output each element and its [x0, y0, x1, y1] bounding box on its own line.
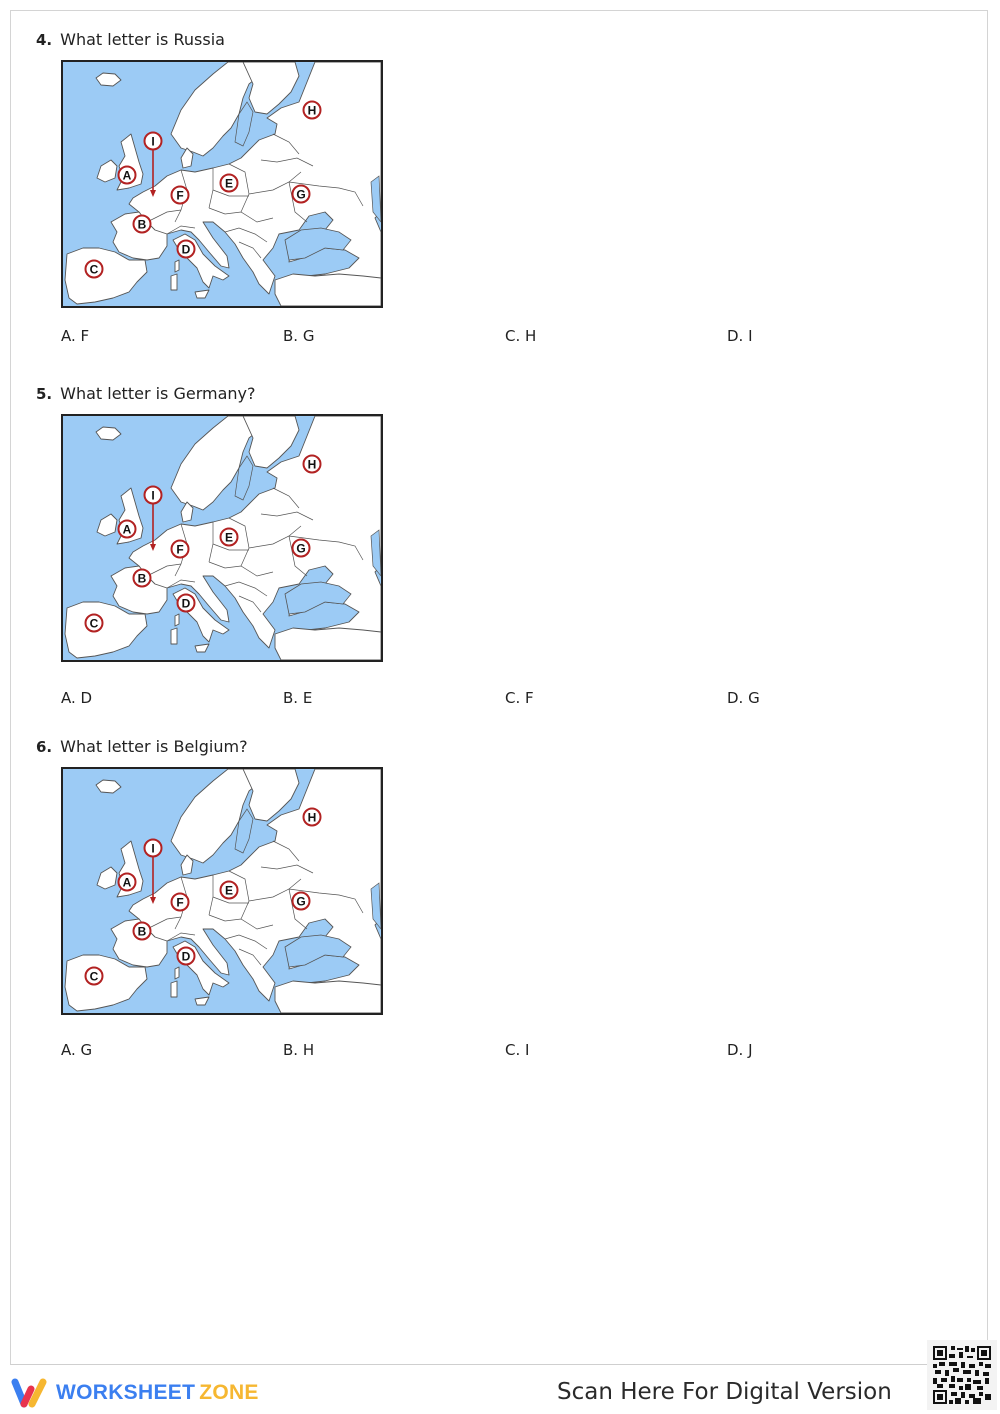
choice-b[interactable]: B. H — [283, 1041, 315, 1059]
svg-text:A: A — [122, 168, 132, 183]
answer-choices — [61, 327, 861, 349]
europe-map — [61, 767, 383, 1015]
answer-choices — [61, 689, 861, 711]
map-marker-g — [293, 540, 310, 557]
europe-map — [61, 414, 383, 662]
map-marker-c — [86, 261, 103, 278]
map-marker-h — [304, 456, 321, 473]
choice-c[interactable]: C. F — [505, 689, 534, 707]
map-marker-e — [221, 529, 238, 546]
svg-text:C: C — [89, 262, 99, 277]
svg-text:B: B — [137, 571, 147, 586]
logo-mark-icon — [10, 1377, 50, 1409]
svg-text:F: F — [176, 895, 184, 910]
svg-text:D: D — [181, 596, 191, 611]
qr-code[interactable] — [927, 1340, 997, 1410]
svg-text:H: H — [307, 810, 317, 825]
map-marker-d — [178, 948, 195, 965]
map-marker-a — [119, 167, 136, 184]
question-header — [36, 384, 256, 403]
qr-code-icon — [933, 1346, 991, 1404]
svg-text:H: H — [307, 457, 317, 472]
scan-caption: Scan Here For Digital Version — [557, 1379, 892, 1405]
europe-map-graphic — [63, 769, 381, 1013]
choice-d[interactable]: D. I — [727, 327, 753, 345]
svg-text:D: D — [181, 949, 191, 964]
map-marker-i — [145, 487, 162, 504]
svg-text:B: B — [137, 924, 147, 939]
svg-text:C: C — [89, 616, 99, 631]
choice-c[interactable]: C. H — [505, 327, 537, 345]
question-header — [36, 737, 248, 756]
map-marker-a — [119, 521, 136, 538]
question-number: 4. — [36, 31, 53, 49]
logo-text-worksheet: WORKSHEET — [56, 1381, 196, 1404]
svg-text:D: D — [181, 242, 191, 257]
map-marker-a — [119, 874, 136, 891]
svg-text:H: H — [307, 103, 317, 118]
question-number: 5. — [36, 385, 53, 403]
map-marker-g — [293, 186, 310, 203]
choice-a[interactable]: A. F — [61, 327, 90, 345]
svg-text:A: A — [122, 875, 132, 890]
map-marker-h — [304, 809, 321, 826]
map-marker-c — [86, 968, 103, 985]
svg-text:F: F — [176, 188, 184, 203]
map-marker-f — [172, 187, 189, 204]
svg-text:E: E — [224, 530, 234, 545]
svg-text:I: I — [151, 134, 155, 149]
choice-d[interactable]: D. G — [727, 689, 760, 707]
svg-text:I: I — [151, 488, 155, 503]
map-marker-f — [172, 894, 189, 911]
map-marker-e — [221, 882, 238, 899]
map-marker-b — [134, 216, 151, 233]
answer-choices — [61, 1041, 861, 1063]
svg-text:B: B — [137, 217, 147, 232]
question-text: What letter is Belgium? — [60, 737, 248, 756]
map-marker-i — [145, 840, 162, 857]
svg-text:E: E — [224, 176, 234, 191]
svg-text:G: G — [296, 541, 306, 556]
question-number: 6. — [36, 738, 53, 756]
europe-map-graphic — [63, 416, 381, 660]
choice-a[interactable]: A. D — [61, 689, 93, 707]
choice-a[interactable]: A. G — [61, 1041, 93, 1059]
svg-text:E: E — [224, 883, 234, 898]
svg-text:I: I — [151, 841, 155, 856]
map-marker-d — [178, 241, 195, 258]
choice-c[interactable]: C. I — [505, 1041, 530, 1059]
europe-map-graphic — [63, 62, 381, 306]
map-marker-b — [134, 570, 151, 587]
worksheetzone-logo[interactable] — [10, 1376, 259, 1410]
map-marker-d — [178, 595, 195, 612]
europe-map — [61, 60, 383, 308]
question-text: What letter is Germany? — [60, 384, 256, 403]
choice-d[interactable]: D. J — [727, 1041, 753, 1059]
svg-text:A: A — [122, 522, 132, 537]
map-marker-h — [304, 102, 321, 119]
logo-text-zone: ZONE — [199, 1381, 259, 1404]
choice-b[interactable]: B. G — [283, 327, 315, 345]
svg-text:C: C — [89, 969, 99, 984]
svg-text:G: G — [296, 894, 306, 909]
question-text: What letter is Russia — [60, 30, 225, 49]
choice-b[interactable]: B. E — [283, 689, 313, 707]
map-marker-f — [172, 541, 189, 558]
svg-text:F: F — [176, 542, 184, 557]
map-marker-c — [86, 615, 103, 632]
svg-text:G: G — [296, 187, 306, 202]
map-marker-g — [293, 893, 310, 910]
map-marker-i — [145, 133, 162, 150]
question-header — [36, 30, 225, 49]
map-marker-e — [221, 175, 238, 192]
map-marker-b — [134, 923, 151, 940]
